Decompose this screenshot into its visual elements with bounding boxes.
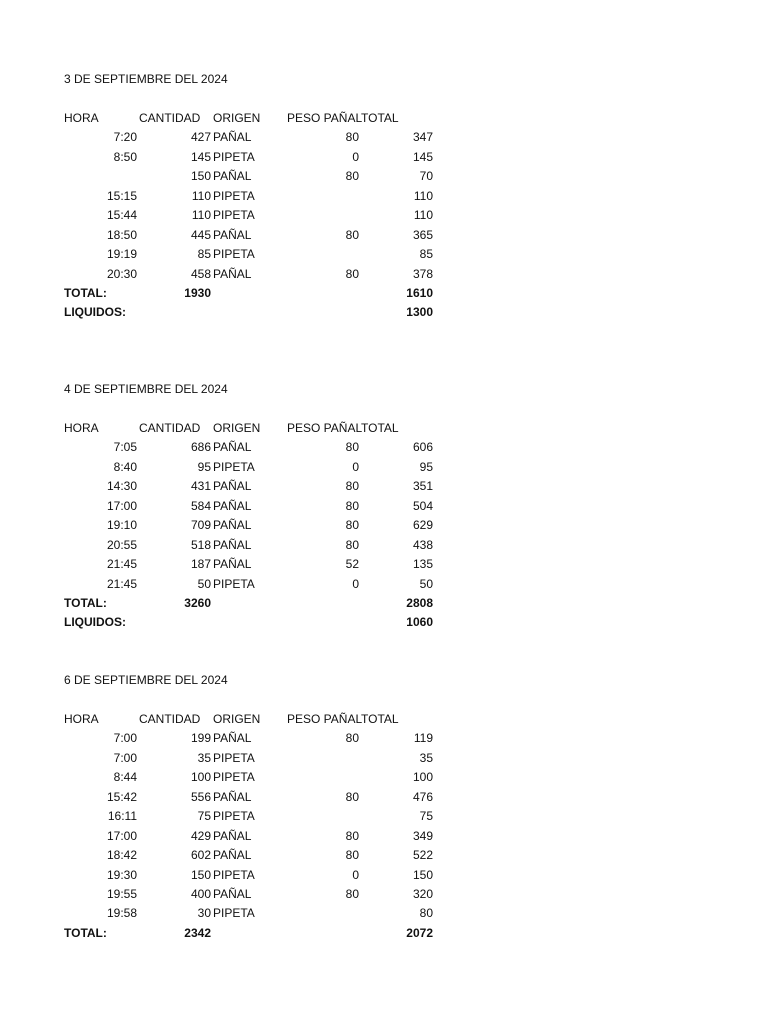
cell-cantidad: 35 (197, 750, 211, 765)
total-total: 1610 (406, 285, 433, 300)
cell-total: 75 (419, 809, 433, 824)
cell-hora: 19:55 (106, 886, 137, 901)
cell-total: 80 (419, 906, 433, 921)
cell-hora: 19:58 (106, 906, 137, 921)
cell-hora: 8:44 (113, 770, 137, 785)
total-row (64, 284, 444, 303)
cell-total: 150 (412, 867, 433, 882)
table-header-row (64, 419, 444, 438)
cell-total: 320 (412, 886, 433, 901)
cell-origen: PAÑAL (213, 789, 252, 804)
cell-origen: PIPETA (213, 188, 255, 203)
cell-origen: PIPETA (213, 750, 255, 765)
cell-total: 522 (412, 848, 433, 863)
cell-cantidad: 150 (190, 867, 211, 882)
cell-hora: 20:55 (106, 537, 137, 552)
cell-origen: PAÑAL (213, 731, 252, 746)
header-peso-panal: PESO PAÑAL (287, 111, 363, 125)
cell-peso-panal: 80 (345, 169, 359, 184)
table-row (64, 729, 444, 748)
section-title: 6 DE SEPTIEMBRE DEL 2024 (64, 673, 228, 687)
cell-origen: PAÑAL (213, 440, 252, 455)
header-peso-panal: PESO PAÑAL (287, 712, 363, 726)
header-total: TOTAL (361, 111, 399, 125)
cell-origen: PAÑAL (213, 518, 252, 533)
intake-table (64, 109, 444, 323)
cell-cantidad: 75 (197, 809, 211, 824)
cell-peso-panal: 0 (352, 576, 359, 591)
cell-origen: PIPETA (213, 149, 255, 164)
table-row (64, 536, 444, 555)
cell-hora: 8:40 (113, 459, 137, 474)
table-row (64, 866, 444, 885)
table-row (64, 438, 444, 457)
liquidos-row (64, 303, 444, 322)
table-row (64, 827, 444, 846)
intake-table (64, 710, 444, 943)
total-cantidad: 2342 (184, 925, 211, 940)
table-row (64, 245, 444, 264)
cell-hora: 19:19 (106, 247, 137, 262)
table-row (64, 788, 444, 807)
total-cantidad: 3260 (184, 595, 211, 610)
cell-cantidad: 110 (191, 208, 211, 223)
header-cantidad: CANTIDAD (139, 712, 201, 726)
cell-origen: PAÑAL (213, 266, 252, 281)
cell-peso-panal: 80 (345, 848, 359, 863)
total-total: 2072 (406, 925, 433, 940)
total-label: TOTAL: (64, 595, 107, 610)
cell-peso-panal: 80 (345, 886, 359, 901)
cell-origen: PAÑAL (213, 828, 252, 843)
table-row (64, 555, 444, 574)
cell-peso-panal: 80 (345, 498, 359, 513)
cell-total: 50 (419, 576, 433, 591)
cell-total: 119 (413, 731, 433, 746)
header-origen: ORIGEN (213, 111, 261, 125)
cell-total: 100 (412, 770, 433, 785)
header-hora: HORA (64, 111, 99, 125)
cell-peso-panal: 0 (352, 867, 359, 882)
cell-hora: 17:00 (106, 498, 137, 513)
cell-cantidad: 85 (197, 247, 211, 262)
cell-hora: 18:50 (106, 227, 137, 242)
cell-cantidad: 187 (190, 557, 211, 572)
cell-origen: PIPETA (213, 906, 255, 921)
cell-hora: 7:00 (113, 731, 137, 746)
total-label: TOTAL: (64, 285, 107, 300)
cell-origen: PAÑAL (213, 557, 252, 572)
table-row (64, 516, 444, 535)
table-row (64, 226, 444, 245)
cell-total: 351 (412, 479, 433, 494)
cell-origen: PIPETA (213, 459, 255, 474)
cell-hora: 19:30 (106, 867, 137, 882)
cell-hora: 7:20 (113, 130, 137, 145)
cell-cantidad: 50 (197, 576, 211, 591)
cell-origen: PAÑAL (213, 479, 252, 494)
cell-total: 438 (412, 537, 433, 552)
cell-peso-panal: 80 (345, 479, 359, 494)
cell-peso-panal: 0 (352, 459, 359, 474)
cell-peso-panal: 80 (345, 518, 359, 533)
table-row (64, 846, 444, 865)
cell-hora: 21:45 (106, 576, 137, 591)
table-row (64, 458, 444, 477)
cell-cantidad: 445 (190, 227, 211, 242)
table-row (64, 148, 444, 167)
cell-origen: PAÑAL (213, 848, 252, 863)
cell-hora: 20:30 (106, 266, 137, 281)
cell-peso-panal: 80 (345, 440, 359, 455)
table-row (64, 768, 444, 787)
header-total: TOTAL (361, 421, 399, 435)
cell-total: 378 (412, 266, 433, 281)
cell-cantidad: 556 (190, 789, 211, 804)
cell-total: 95 (419, 459, 433, 474)
cell-cantidad: 686 (190, 440, 211, 455)
cell-cantidad: 145 (190, 149, 211, 164)
header-origen: ORIGEN (213, 421, 261, 435)
cell-cantidad: 427 (190, 130, 211, 145)
cell-hora: 14:30 (106, 479, 137, 494)
intake-table (64, 419, 444, 633)
table-header-row (64, 710, 444, 729)
header-cantidad: CANTIDAD (139, 421, 201, 435)
header-cantidad: CANTIDAD (139, 111, 201, 125)
cell-hora: 7:05 (113, 440, 137, 455)
table-row (64, 265, 444, 284)
table-row (64, 477, 444, 496)
cell-origen: PIPETA (213, 208, 255, 223)
table-row (64, 749, 444, 768)
cell-cantidad: 602 (190, 848, 211, 863)
cell-cantidad: 400 (190, 886, 211, 901)
cell-peso-panal: 80 (345, 537, 359, 552)
cell-total: 145 (412, 149, 433, 164)
cell-cantidad: 95 (197, 459, 211, 474)
cell-total: 35 (419, 750, 433, 765)
table-row (64, 206, 444, 225)
cell-total: 110 (413, 208, 433, 223)
cell-origen: PAÑAL (213, 227, 252, 242)
cell-hora: 18:42 (106, 848, 137, 863)
cell-peso-panal: 80 (345, 828, 359, 843)
cell-peso-panal: 80 (345, 266, 359, 281)
cell-origen: PIPETA (213, 809, 255, 824)
cell-hora: 19:10 (106, 518, 137, 533)
cell-cantidad: 199 (190, 731, 211, 746)
cell-origen: PAÑAL (213, 886, 252, 901)
cell-cantidad: 429 (190, 828, 211, 843)
liquidos-row (64, 613, 444, 632)
total-cantidad: 1930 (184, 285, 211, 300)
cell-hora: 15:44 (106, 208, 137, 223)
cell-total: 629 (412, 518, 433, 533)
liquidos-value: 1060 (406, 615, 433, 630)
cell-origen: PIPETA (213, 576, 255, 591)
cell-peso-panal: 52 (345, 557, 359, 572)
total-row (64, 924, 444, 943)
cell-hora: 15:42 (106, 789, 137, 804)
cell-cantidad: 584 (190, 498, 211, 513)
header-peso-panal: PESO PAÑAL (287, 421, 363, 435)
cell-hora: 7:00 (113, 750, 137, 765)
cell-total: 85 (419, 247, 433, 262)
cell-total: 349 (412, 828, 433, 843)
liquidos-label: LIQUIDOS: (64, 305, 126, 320)
cell-total: 606 (412, 440, 433, 455)
cell-total: 504 (412, 498, 433, 513)
cell-hora: 21:45 (106, 557, 137, 572)
cell-hora: 17:00 (106, 828, 137, 843)
table-row (64, 128, 444, 147)
cell-hora: 8:50 (113, 149, 137, 164)
cell-hora: 16:11 (107, 809, 137, 824)
cell-total: 70 (419, 169, 433, 184)
section-title: 3 DE SEPTIEMBRE DEL 2024 (64, 72, 228, 86)
table-row (64, 575, 444, 594)
header-total: TOTAL (361, 712, 399, 726)
cell-peso-panal: 80 (345, 731, 359, 746)
cell-origen: PAÑAL (213, 130, 252, 145)
cell-cantidad: 100 (190, 770, 211, 785)
cell-origen: PIPETA (213, 247, 255, 262)
table-row (64, 167, 444, 186)
cell-origen: PIPETA (213, 770, 255, 785)
cell-hora: 15:15 (106, 188, 137, 203)
cell-peso-panal: 80 (345, 130, 359, 145)
cell-origen: PAÑAL (213, 169, 252, 184)
table-header-row (64, 109, 444, 128)
cell-origen: PIPETA (213, 867, 255, 882)
header-hora: HORA (64, 712, 99, 726)
cell-cantidad: 518 (190, 537, 211, 552)
cell-origen: PAÑAL (213, 498, 252, 513)
cell-cantidad: 431 (190, 479, 211, 494)
cell-cantidad: 110 (191, 188, 211, 203)
cell-total: 347 (412, 130, 433, 145)
table-row (64, 885, 444, 904)
table-row (64, 807, 444, 826)
total-row (64, 594, 444, 613)
table-row (64, 187, 444, 206)
header-hora: HORA (64, 421, 99, 435)
header-origen: ORIGEN (213, 712, 261, 726)
cell-origen: PAÑAL (213, 537, 252, 552)
cell-peso-panal: 0 (352, 149, 359, 164)
total-total: 2808 (406, 595, 433, 610)
cell-total: 365 (412, 227, 433, 242)
cell-peso-panal: 80 (345, 227, 359, 242)
cell-total: 110 (413, 188, 433, 203)
cell-peso-panal: 80 (345, 789, 359, 804)
total-label: TOTAL: (64, 925, 107, 940)
liquidos-label: LIQUIDOS: (64, 615, 126, 630)
cell-cantidad: 458 (190, 266, 211, 281)
table-row (64, 497, 444, 516)
cell-total: 476 (412, 789, 433, 804)
cell-cantidad: 709 (190, 518, 211, 533)
cell-cantidad: 30 (197, 906, 211, 921)
cell-cantidad: 150 (190, 169, 211, 184)
cell-total: 135 (412, 557, 433, 572)
section-title: 4 DE SEPTIEMBRE DEL 2024 (64, 382, 228, 396)
table-row (64, 904, 444, 923)
liquidos-value: 1300 (406, 305, 433, 320)
